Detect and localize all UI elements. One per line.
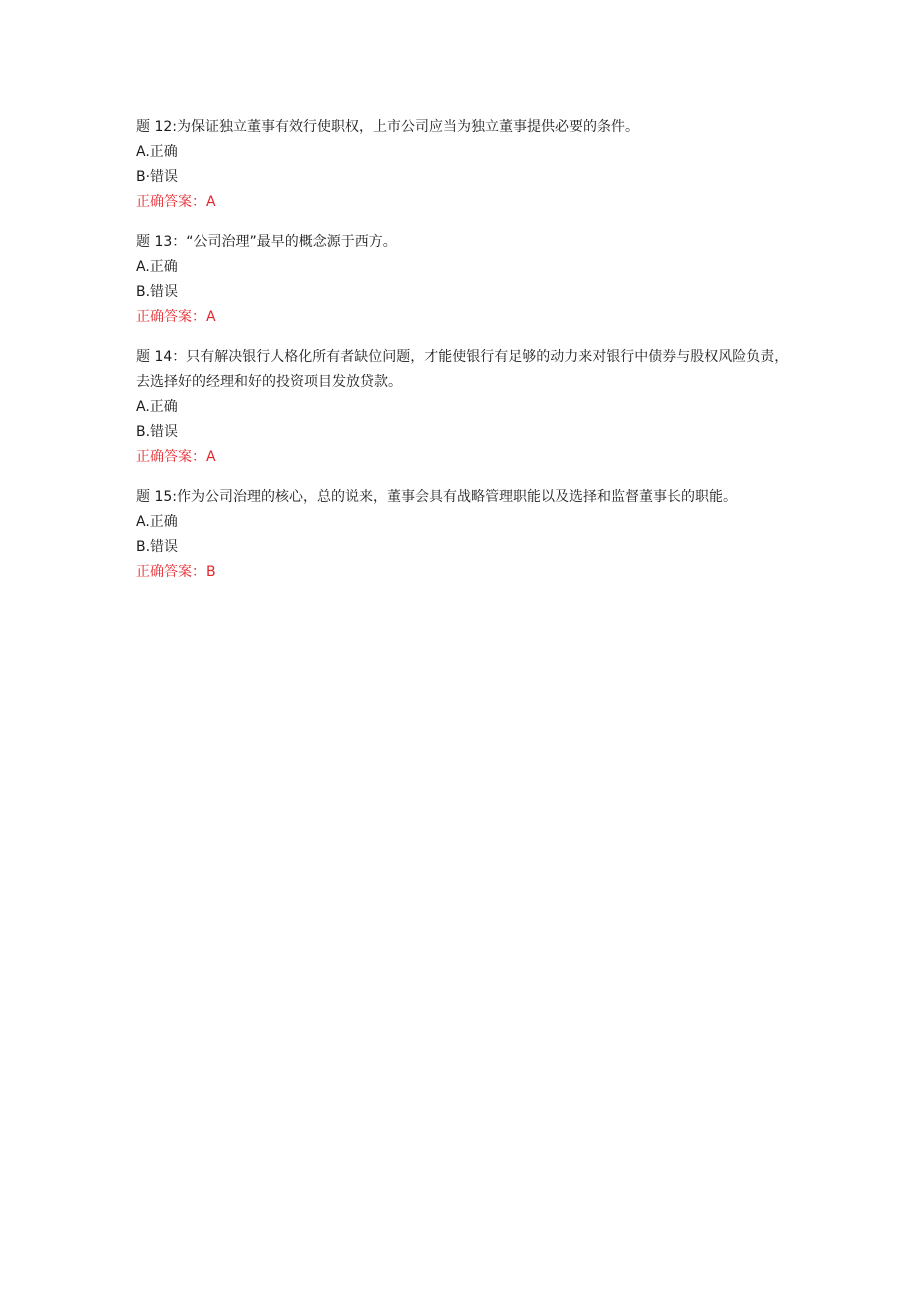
option-b: B.错误 [136, 424, 179, 440]
question-stem: 题 12:为保证独立董事有效行使职权，上市公司应当为独立董事提供必要的条件。 [136, 119, 639, 135]
answer-value: B [206, 564, 216, 580]
correct-answer [136, 445, 796, 470]
answer-value: A [206, 194, 216, 210]
option-a: A.正确 [136, 144, 178, 160]
answer-value: A [206, 309, 216, 325]
question-13 [136, 230, 796, 330]
option-b: B.错误 [136, 539, 179, 555]
question-stem: 题 13：“公司治理”最早的概念源于西方。 [136, 234, 397, 250]
option-a: A.正确 [136, 259, 178, 275]
correct-answer [136, 190, 796, 215]
correct-answer [136, 305, 796, 330]
question-stem: 题 15:作为公司治理的核心，总的说来，董事会具有战略管理职能以及选择和监督董事长的职能。 [136, 489, 737, 505]
question-list [136, 115, 796, 600]
question-14 [136, 345, 796, 470]
answer-value: A [206, 449, 216, 465]
correct-answer [136, 560, 796, 585]
answer-label: 正确答案： [136, 309, 206, 325]
answer-label: 正确答案： [136, 564, 206, 580]
question-15 [136, 485, 796, 585]
question-stem: 题 14：只有解决银行人格化所有者缺位问题，才能使银行有足够的动力来对银行中债券与股权风险负责，去选择好的经理和好的投资项目发放贷款。 [136, 349, 789, 390]
option-a: A.正确 [136, 514, 178, 530]
option-b: B·错误 [136, 169, 179, 185]
option-a: A.正确 [136, 399, 178, 415]
answer-label: 正确答案： [136, 449, 206, 465]
option-b: B.错误 [136, 284, 179, 300]
question-12 [136, 115, 796, 215]
answer-label: 正确答案： [136, 194, 206, 210]
